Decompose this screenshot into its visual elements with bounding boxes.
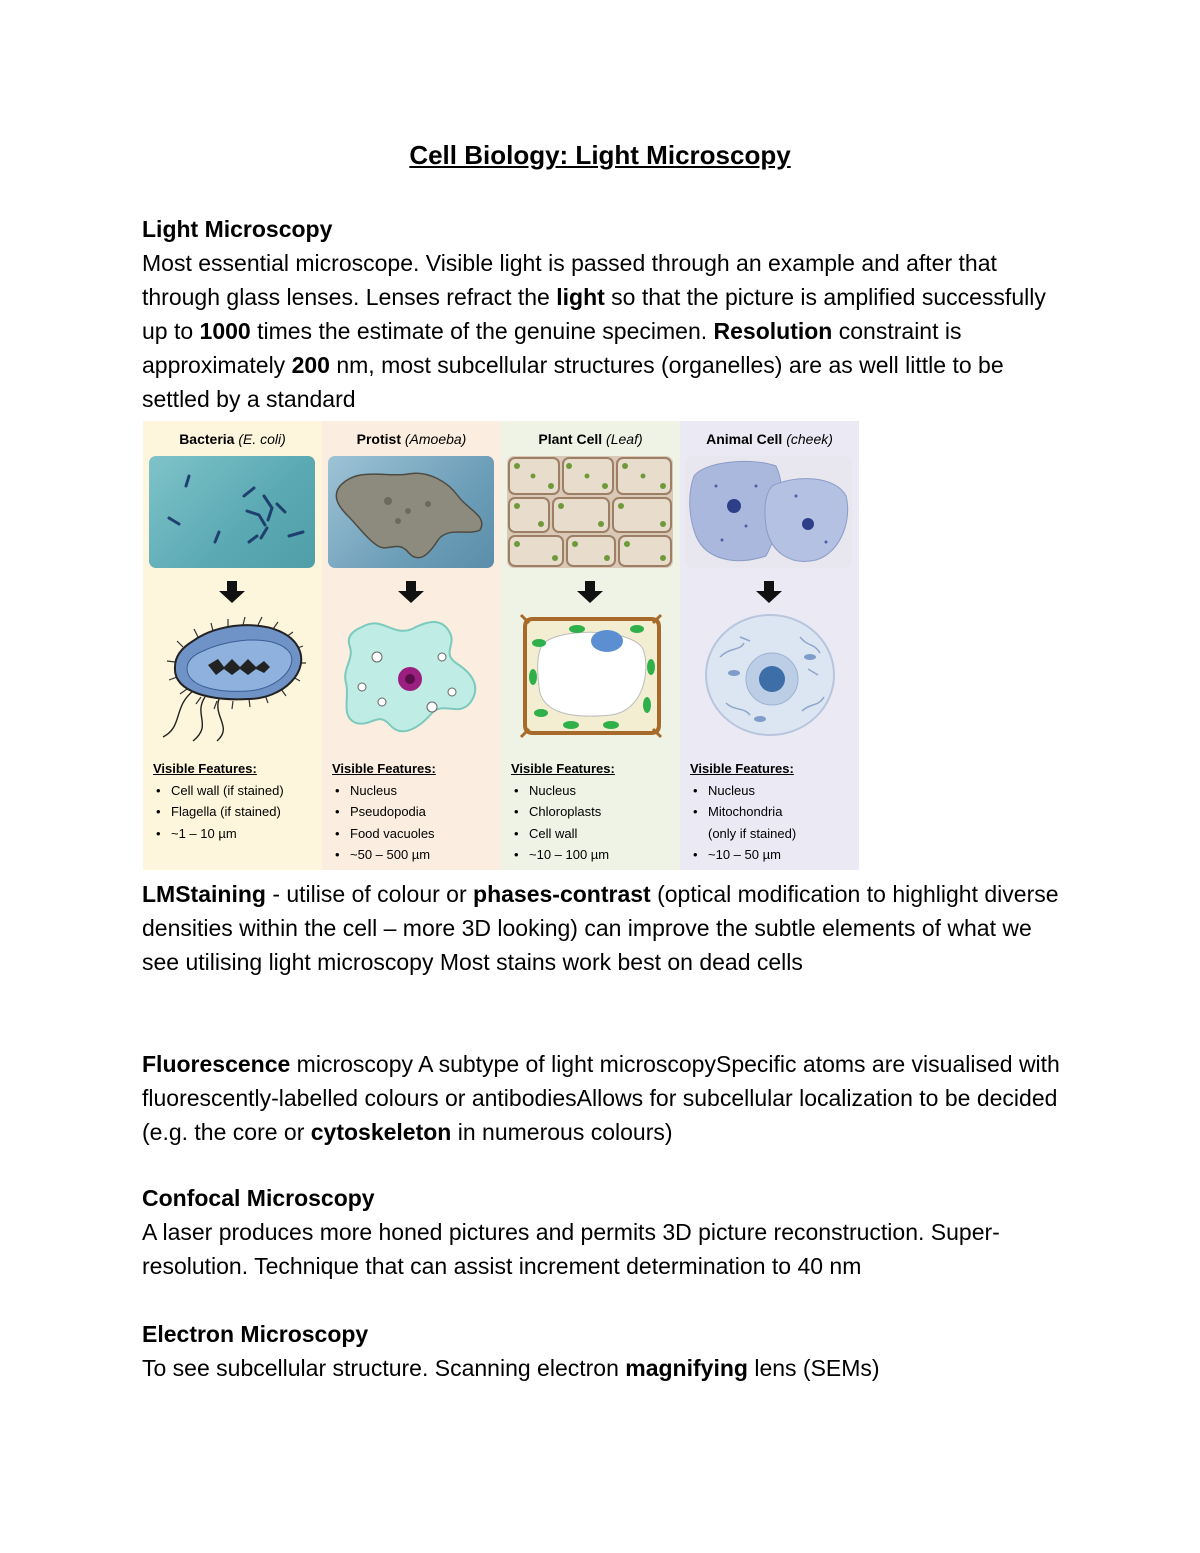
arrow-down-icon [756, 581, 782, 603]
features-title-text: Visible Features [153, 761, 253, 776]
features-title-text: Visible Features [511, 761, 611, 776]
paragraph-text: so that the picture is amplified successfully up to [142, 284, 1046, 344]
bold-term: cytoskeleton [310, 1119, 452, 1145]
section-lm-staining [142, 877, 1062, 979]
section-paragraph [142, 877, 1062, 979]
paragraph-text: times the estimate of the genuine specimen. [250, 318, 714, 344]
paragraph-text: in numerous colours) [451, 1119, 673, 1145]
feature-item: • Nucleus [332, 780, 500, 802]
paragraph-text: microscopy A subtype of light microscopySpecific atoms are visualised with fluorescently-labelled colours or antibodiesAllows for subcellular localization to be decided (e.g. the core or [142, 1051, 1060, 1145]
arrow-down-icon [219, 581, 245, 603]
bold-term: magnifying [625, 1355, 748, 1381]
column-title-sub: (Amoeba) [404, 431, 467, 447]
column-title-main: Bacteria [179, 431, 235, 447]
feature-item: • ~50 – 500 µm [332, 844, 500, 866]
visible-features [332, 758, 500, 866]
column-title-main: Plant Cell [538, 431, 603, 447]
bold-term: light [556, 284, 605, 310]
bold-term: Resolution [713, 318, 833, 344]
features-title: Visible Features: [511, 761, 615, 776]
section-paragraph: A laser produces more honed pictures and permits 3D picture reconstruction. Super- resolution. Technique that can assist increment determination to 40 nm [142, 1219, 1000, 1279]
section-confocal [142, 1181, 1062, 1283]
feature-item: • Mitochondria [690, 801, 858, 823]
section-heading: Light Microscopy [142, 216, 333, 242]
section-paragraph [142, 246, 1062, 416]
feature-item: • ~10 – 100 µm [511, 844, 679, 866]
features-list [153, 780, 321, 845]
page-title: Cell Biology: Light Microscopy [409, 140, 791, 170]
features-title: Visible Features: [690, 761, 794, 776]
feature-item: • Food vacuoles [332, 823, 500, 845]
features-title-text: Visible Features [690, 761, 790, 776]
section-electron [142, 1317, 1062, 1385]
feature-item: (only if stained) [708, 825, 797, 841]
leaf-micrograph [507, 456, 673, 568]
cell-comparison-figure [143, 421, 859, 870]
bold-term: 200 [291, 352, 330, 378]
section-heading: Electron Microscopy [142, 1321, 369, 1347]
bold-term: 1000 [199, 318, 251, 344]
visible-features [153, 758, 321, 844]
column-title-main: Protist [356, 431, 401, 447]
amoeba-micrograph [328, 456, 494, 568]
visible-features [690, 758, 858, 866]
cheek-cell-micrograph [686, 456, 852, 568]
features-title-text: Visible Features [332, 761, 432, 776]
column-title-sub: (cheek) [786, 431, 833, 447]
bacteria-micrograph [149, 456, 315, 568]
feature-item: • Pseudopodia [332, 801, 500, 823]
paragraph-text: (optical modification to highlight diverse densities within the cell – more 3D looking) can improve the subtle elements of what we see utilising light microscopy Most stains work best on dead cells [142, 881, 1059, 975]
feature-item: • Nucleus [690, 780, 858, 802]
paragraph-text: nm, most subcellular structures (organelles) are as well little to be settled by a standard [142, 352, 1004, 412]
paragraph-text: To see subcellular structure. Scanning electron [142, 1355, 626, 1381]
arrow-down-icon [577, 581, 603, 603]
figure-column-plant-cell [501, 421, 680, 870]
feature-item: • Chloroplasts [511, 801, 679, 823]
plant-cell-diagram [511, 607, 671, 742]
animal-cell-diagram [690, 607, 850, 742]
feature-item: • ~10 – 50 µm [690, 844, 858, 866]
features-title: Visible Features: [153, 761, 257, 776]
section-fluorescence [142, 1047, 1062, 1149]
features-list [332, 780, 500, 866]
paragraph-text: lens (SEMs) [747, 1355, 880, 1381]
section-light-microscopy [142, 212, 1062, 416]
bacteria-diagram [153, 607, 313, 742]
figure-column-protist [322, 421, 501, 870]
feature-item: • ~1 – 10 µm [153, 823, 321, 845]
column-title [143, 431, 322, 447]
section-paragraph [142, 1047, 1062, 1149]
column-title [501, 431, 680, 447]
features-list [511, 780, 679, 866]
column-title-main: Animal Cell [706, 431, 783, 447]
column-title [680, 431, 859, 447]
features-list [690, 780, 858, 866]
feature-item: • Cell wall [511, 823, 679, 845]
section-heading: Confocal Microscopy [142, 1185, 375, 1211]
visible-features [511, 758, 679, 866]
column-title-sub: (Leaf) [606, 431, 643, 447]
amoeba-diagram [332, 607, 492, 742]
figure-column-animal-cell [680, 421, 859, 870]
column-title [322, 431, 501, 447]
bold-term: Fluorescence [142, 1051, 291, 1077]
paragraph-text: Most essential microscope. Visible light is passed through an example and after that through glass lenses. Lenses refract the [142, 250, 997, 310]
figure-column-bacteria [143, 421, 322, 870]
bold-term: phases-contrast [473, 881, 651, 907]
section-paragraph [142, 1351, 1062, 1385]
feature-item: • Flagella (if stained) [153, 801, 321, 823]
bold-term: LMStaining [142, 881, 266, 907]
paragraph-text: - utilise of colour or [265, 881, 474, 907]
paragraph-text: constraint is approximately [142, 318, 962, 378]
features-title: Visible Features: [332, 761, 436, 776]
feature-item: • Cell wall (if stained) [153, 780, 321, 802]
arrow-down-icon [398, 581, 424, 603]
column-title-sub: (E. coli) [238, 431, 286, 447]
feature-item: • Nucleus [511, 780, 679, 802]
